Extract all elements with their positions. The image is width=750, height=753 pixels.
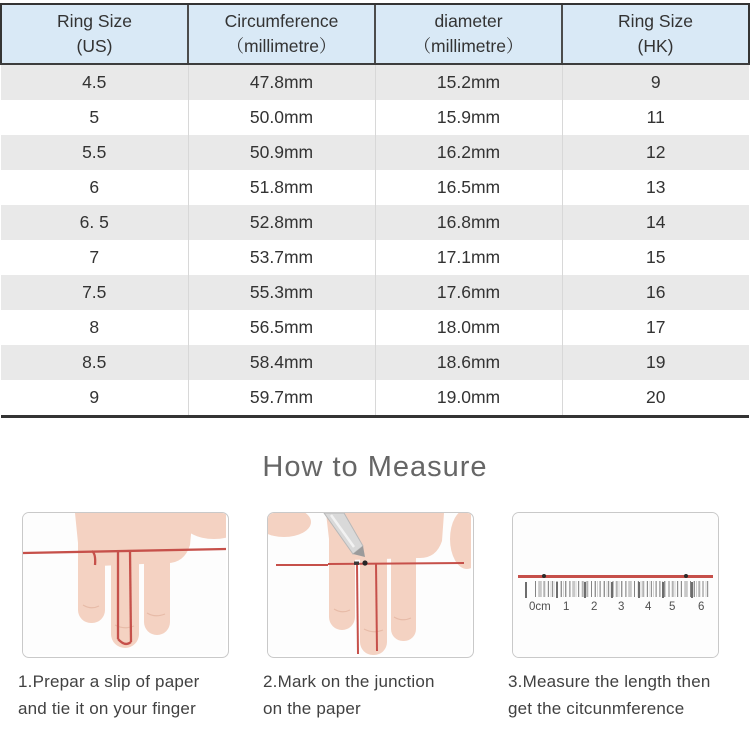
column-header-title: Ring Size [618, 10, 693, 31]
table-row [1, 310, 749, 345]
table-header-row [1, 4, 749, 64]
table-row [1, 240, 749, 275]
table-cell: 19 [562, 345, 749, 380]
table-cell: 6 [89, 177, 100, 197]
table-cell: 19.0mm [375, 380, 562, 417]
ruler-illustration [513, 513, 718, 657]
table-cell: 17.6mm [375, 275, 562, 310]
table-cell: 16 [562, 275, 749, 310]
column-header-subtitle: （millimetre） [413, 36, 524, 56]
table-cell: 16.2mm [375, 135, 562, 170]
caption-line: 3.Measure the length then [508, 672, 711, 691]
measure-steps [0, 512, 750, 722]
table-cell: 47.8mm [188, 64, 375, 100]
table-cell: 50.9mm [188, 135, 375, 170]
table-cell: 12 [562, 135, 749, 170]
ruler-number: 2 [591, 601, 598, 613]
table-cell: 52.8mm [188, 205, 375, 240]
table-row [1, 170, 749, 205]
step-2-photo [267, 512, 474, 658]
table-cell: 15.2mm [375, 64, 562, 100]
hand-with-red-string-illustration [23, 513, 226, 655]
table-cell: 59.7mm [188, 380, 375, 417]
table-cell: 58.4mm [188, 345, 375, 380]
thread-end-mark [684, 574, 688, 578]
table-cell: 6. 5 [1, 205, 188, 240]
junction-mark [362, 560, 367, 565]
ruler-number: 3 [618, 601, 625, 613]
ruler-number: 6 [698, 601, 705, 613]
step-1-caption [18, 668, 247, 722]
table-cell: 53.7mm [188, 240, 375, 275]
column-header-subtitle: (HK) [637, 36, 674, 56]
measure-step-3 [508, 512, 737, 722]
measure-step-2 [263, 512, 492, 722]
table-cell: 51.8mm [188, 170, 375, 205]
ruler-number: 4 [645, 601, 652, 613]
column-header-ring-size-us [1, 4, 188, 64]
table-cell: 16.5mm [375, 170, 562, 205]
column-header-title: Circumference [224, 10, 339, 31]
caption-line: 1.Prepar a slip of paper [18, 672, 200, 691]
ring-size-table [0, 3, 750, 418]
table-cell: 4.5 [1, 64, 188, 100]
column-header-title: diameter [434, 10, 503, 31]
step-1-photo [22, 512, 229, 658]
table-cell: 15.9mm [375, 100, 562, 135]
table-cell: 17.1mm [375, 240, 562, 275]
table-cell: 17 [562, 310, 749, 345]
table-row [1, 64, 749, 100]
table-cell: 56.5mm [188, 310, 375, 345]
section-title: How to Measure [262, 451, 488, 483]
table-row [1, 135, 749, 170]
pen-marking-string-illustration [268, 513, 471, 655]
table-cell: 18.6mm [375, 345, 562, 380]
table-row [1, 345, 749, 380]
table-cell: 15 [562, 240, 749, 275]
table-cell: 9 [562, 64, 749, 100]
table-cell: 5.5 [1, 135, 188, 170]
table-cell: 14 [562, 205, 749, 240]
table-body [1, 64, 749, 417]
caption-line: and tie it on your finger [18, 699, 196, 719]
ring-size-guide [0, 3, 750, 722]
ruler-fine-ticks [535, 581, 709, 597]
table-row [1, 100, 749, 135]
column-header-diameter [375, 4, 562, 64]
table-cell: 13 [562, 170, 749, 205]
thread-start-mark [542, 574, 546, 578]
step-2-caption [263, 668, 492, 722]
ruler-number: 1 [563, 601, 570, 613]
caption-line: get the citcunmference [508, 699, 685, 719]
table-cell: 16.8mm [375, 205, 562, 240]
column-header-subtitle: (US) [76, 36, 113, 56]
table-cell: 5 [89, 107, 100, 127]
table-cell: 55.3mm [188, 275, 375, 310]
step-3-caption [508, 668, 737, 722]
table-cell: 8.5 [1, 345, 188, 380]
table-cell: 7.5 [1, 275, 188, 310]
table-cell: 18.0mm [375, 310, 562, 345]
step-3-photo [512, 512, 719, 658]
column-header-ring-size-hk [562, 4, 749, 64]
ruler-number: 0cm [529, 601, 551, 613]
red-thread [518, 575, 713, 578]
table-cell: 7 [89, 247, 100, 267]
column-header-subtitle: （millimetre） [226, 36, 337, 56]
ruler-number: 5 [669, 601, 676, 613]
column-header-title: Ring Size [57, 10, 132, 31]
caption-line: 2.Mark on the junction [263, 672, 435, 691]
table-cell: 11 [562, 100, 749, 135]
table-cell: 8 [89, 317, 100, 337]
measure-step-1 [18, 512, 247, 722]
column-header-circumference [188, 4, 375, 64]
table-row [1, 275, 749, 310]
caption-line: on the paper [263, 699, 361, 719]
table-row [1, 205, 749, 240]
table-cell: 20 [562, 380, 749, 417]
table-cell: 9 [89, 387, 100, 407]
table-row [1, 380, 749, 417]
table-cell: 50.0mm [188, 100, 375, 135]
